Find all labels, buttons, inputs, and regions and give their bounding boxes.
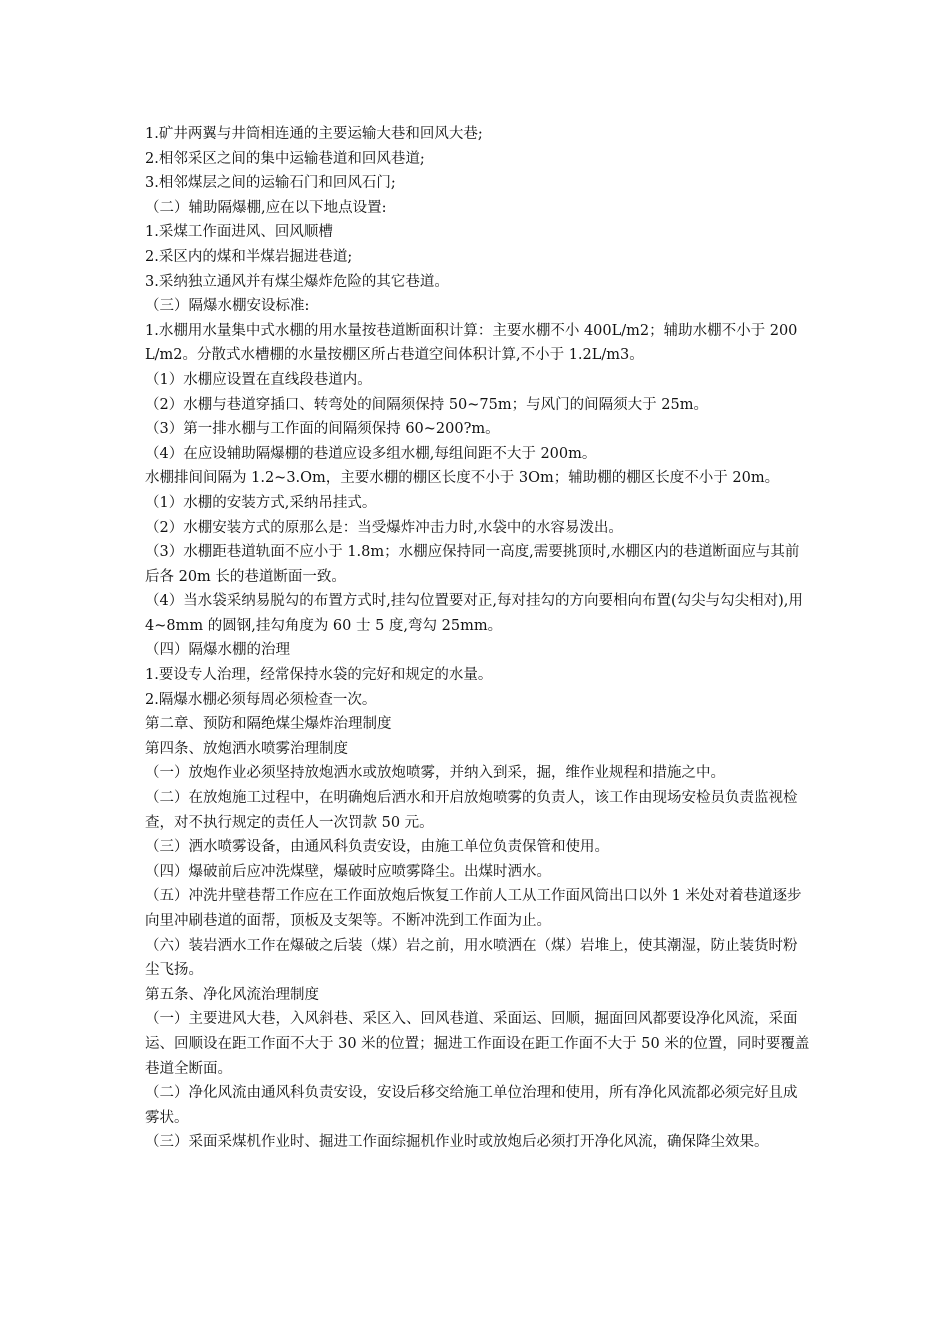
paragraph: （六）装岩洒水工作在爆破之后装（煤）岩之前，用水喷洒在（煤）岩堆上，使其潮湿，防止装货时粉尘飞扬。	[145, 937, 798, 979]
paragraph: 2.相邻采区之间的集中运输巷道和回风巷道;	[145, 150, 425, 167]
paragraph: 第五条、净化风流治理制度	[145, 986, 319, 1003]
paragraph: 2.采区内的煤和半煤岩掘进巷道;	[145, 248, 353, 265]
paragraph: （一）放炮作业必须坚持放炮洒水或放炮喷雾，并纳入到采，掘，维作业规程和措施之中。	[145, 765, 725, 782]
paragraph: （3）第一排水棚与工作面的间隔须保持 60~200?m。	[145, 421, 500, 438]
paragraph: 1.矿井两翼与井筒相连通的主要运输大巷和回风大巷;	[145, 126, 483, 142]
paragraph: （二）辅助隔爆棚,应在以下地点设置:	[145, 199, 387, 216]
paragraph: （五）冲洗井壁巷帮工作应在工作面放炮后恢复工作前人工从工作面风筒出口以外 1 米处对着巷道逐步向里冲刷巷道的面帮，顶板及支架等。不断冲洗到工作面为止。	[145, 888, 802, 929]
paragraph: 2.隔爆水棚必须每周必须检查一次。	[145, 691, 377, 708]
paragraph: 3.采纳独立通风并有煤尘爆炸危险的其它巷道。	[145, 273, 449, 290]
paragraph: （1）水棚的安装方式,采纳吊挂式。	[145, 494, 377, 511]
paragraph: （3）水棚距巷道轨面不应小于 1.8m；水棚应保持同一高度,需要挑顶时,水棚区内的巷道断面应与其前后各 20m 长的巷道断面一致。	[145, 544, 800, 585]
paragraph: （1）水棚应设置在直线段巷道内。	[145, 371, 372, 388]
paragraph: （四）爆破前后应冲洗煤壁，爆破时应喷雾降尘。出煤时洒水。	[145, 863, 551, 880]
paragraph: （2）水棚安装方式的原那么是：当受爆炸冲击力时,水袋中的水容易泼出。	[145, 519, 623, 536]
paragraph: （四）隔爆水棚的治理	[145, 642, 290, 659]
paragraph: 1.采煤工作面进风、回风顺槽	[145, 224, 333, 241]
paragraph: （二）在放炮施工过程中，在明确炮后洒水和开启放炮喷雾的负责人，该工作由现场安检员负责监视检查，对不执行规定的责任人一次罚款 50 元。	[145, 790, 798, 831]
paragraph: （三）隔爆水棚安设标准:	[145, 298, 310, 315]
paragraph: （4）当水袋采纳易脱勾的布置方式时,挂勾位置要对正,每对挂勾的方向要相向布置(勾尖与勾尖相对),用 4~8mm 的圆钢,挂勾角度为 60 士 5 度,弯勾 25mm。	[145, 593, 803, 634]
paragraph: 3.相邻煤层之间的运输石门和回风石门;	[145, 175, 396, 192]
paragraph: 1.水棚用水量集中式水棚的用水量按巷道断面积计算：主要水棚不小 400L/m2；辅助水棚不小于 200L/m2。分散式水槽棚的水量按棚区所占巷道空间体积计算,不小于 1.2L/m3。	[145, 322, 798, 364]
paragraph: （2）水棚与巷道穿插口、转弯处的间隔须保持 50~75m；与风门的间隔须大于 25m。	[145, 396, 708, 413]
paragraph: 水棚排间间隔为 1.2~3.Om，主要水棚的棚区长度不小于 3Om；辅助棚的棚区长度不小于 20m。	[145, 470, 780, 487]
document-body	[145, 122, 810, 1155]
paragraph: 第四条、放炮洒水喷雾治理制度	[145, 740, 348, 757]
paragraph: 1.要设专人治理，经常保持水袋的完好和规定的水量。	[145, 667, 493, 684]
paragraph: 第二章、预防和隔绝煤尘爆炸治理制度	[145, 716, 392, 733]
paragraph: （三）洒水喷雾设备，由通风科负责安设，由施工单位负责保管和使用。	[145, 839, 609, 856]
paragraph: （二）净化风流由通风科负责安设，安设后移交给施工单位治理和使用，所有净化风流都必须完好且成雾状。	[145, 1085, 798, 1126]
paragraph: （三）采面采煤机作业时、掘进工作面综掘机作业时或放炮后必须打开净化风流，确保降尘效果。	[145, 1134, 769, 1151]
paragraph: （一）主要进风大巷，入风斜巷、采区入、回风巷道、采面运、回顺，掘面回风都要设净化风流，采面运、回顺设在距工作面不大于 30 米的位置；掘进工作面设在距工作面不大于 50 米的位置，同时要覆盖巷道全断面。	[145, 1011, 810, 1077]
paragraph: （4）在应设辅助隔爆棚的巷道应设多组水棚,每组间距不大于 200m。	[145, 445, 597, 462]
